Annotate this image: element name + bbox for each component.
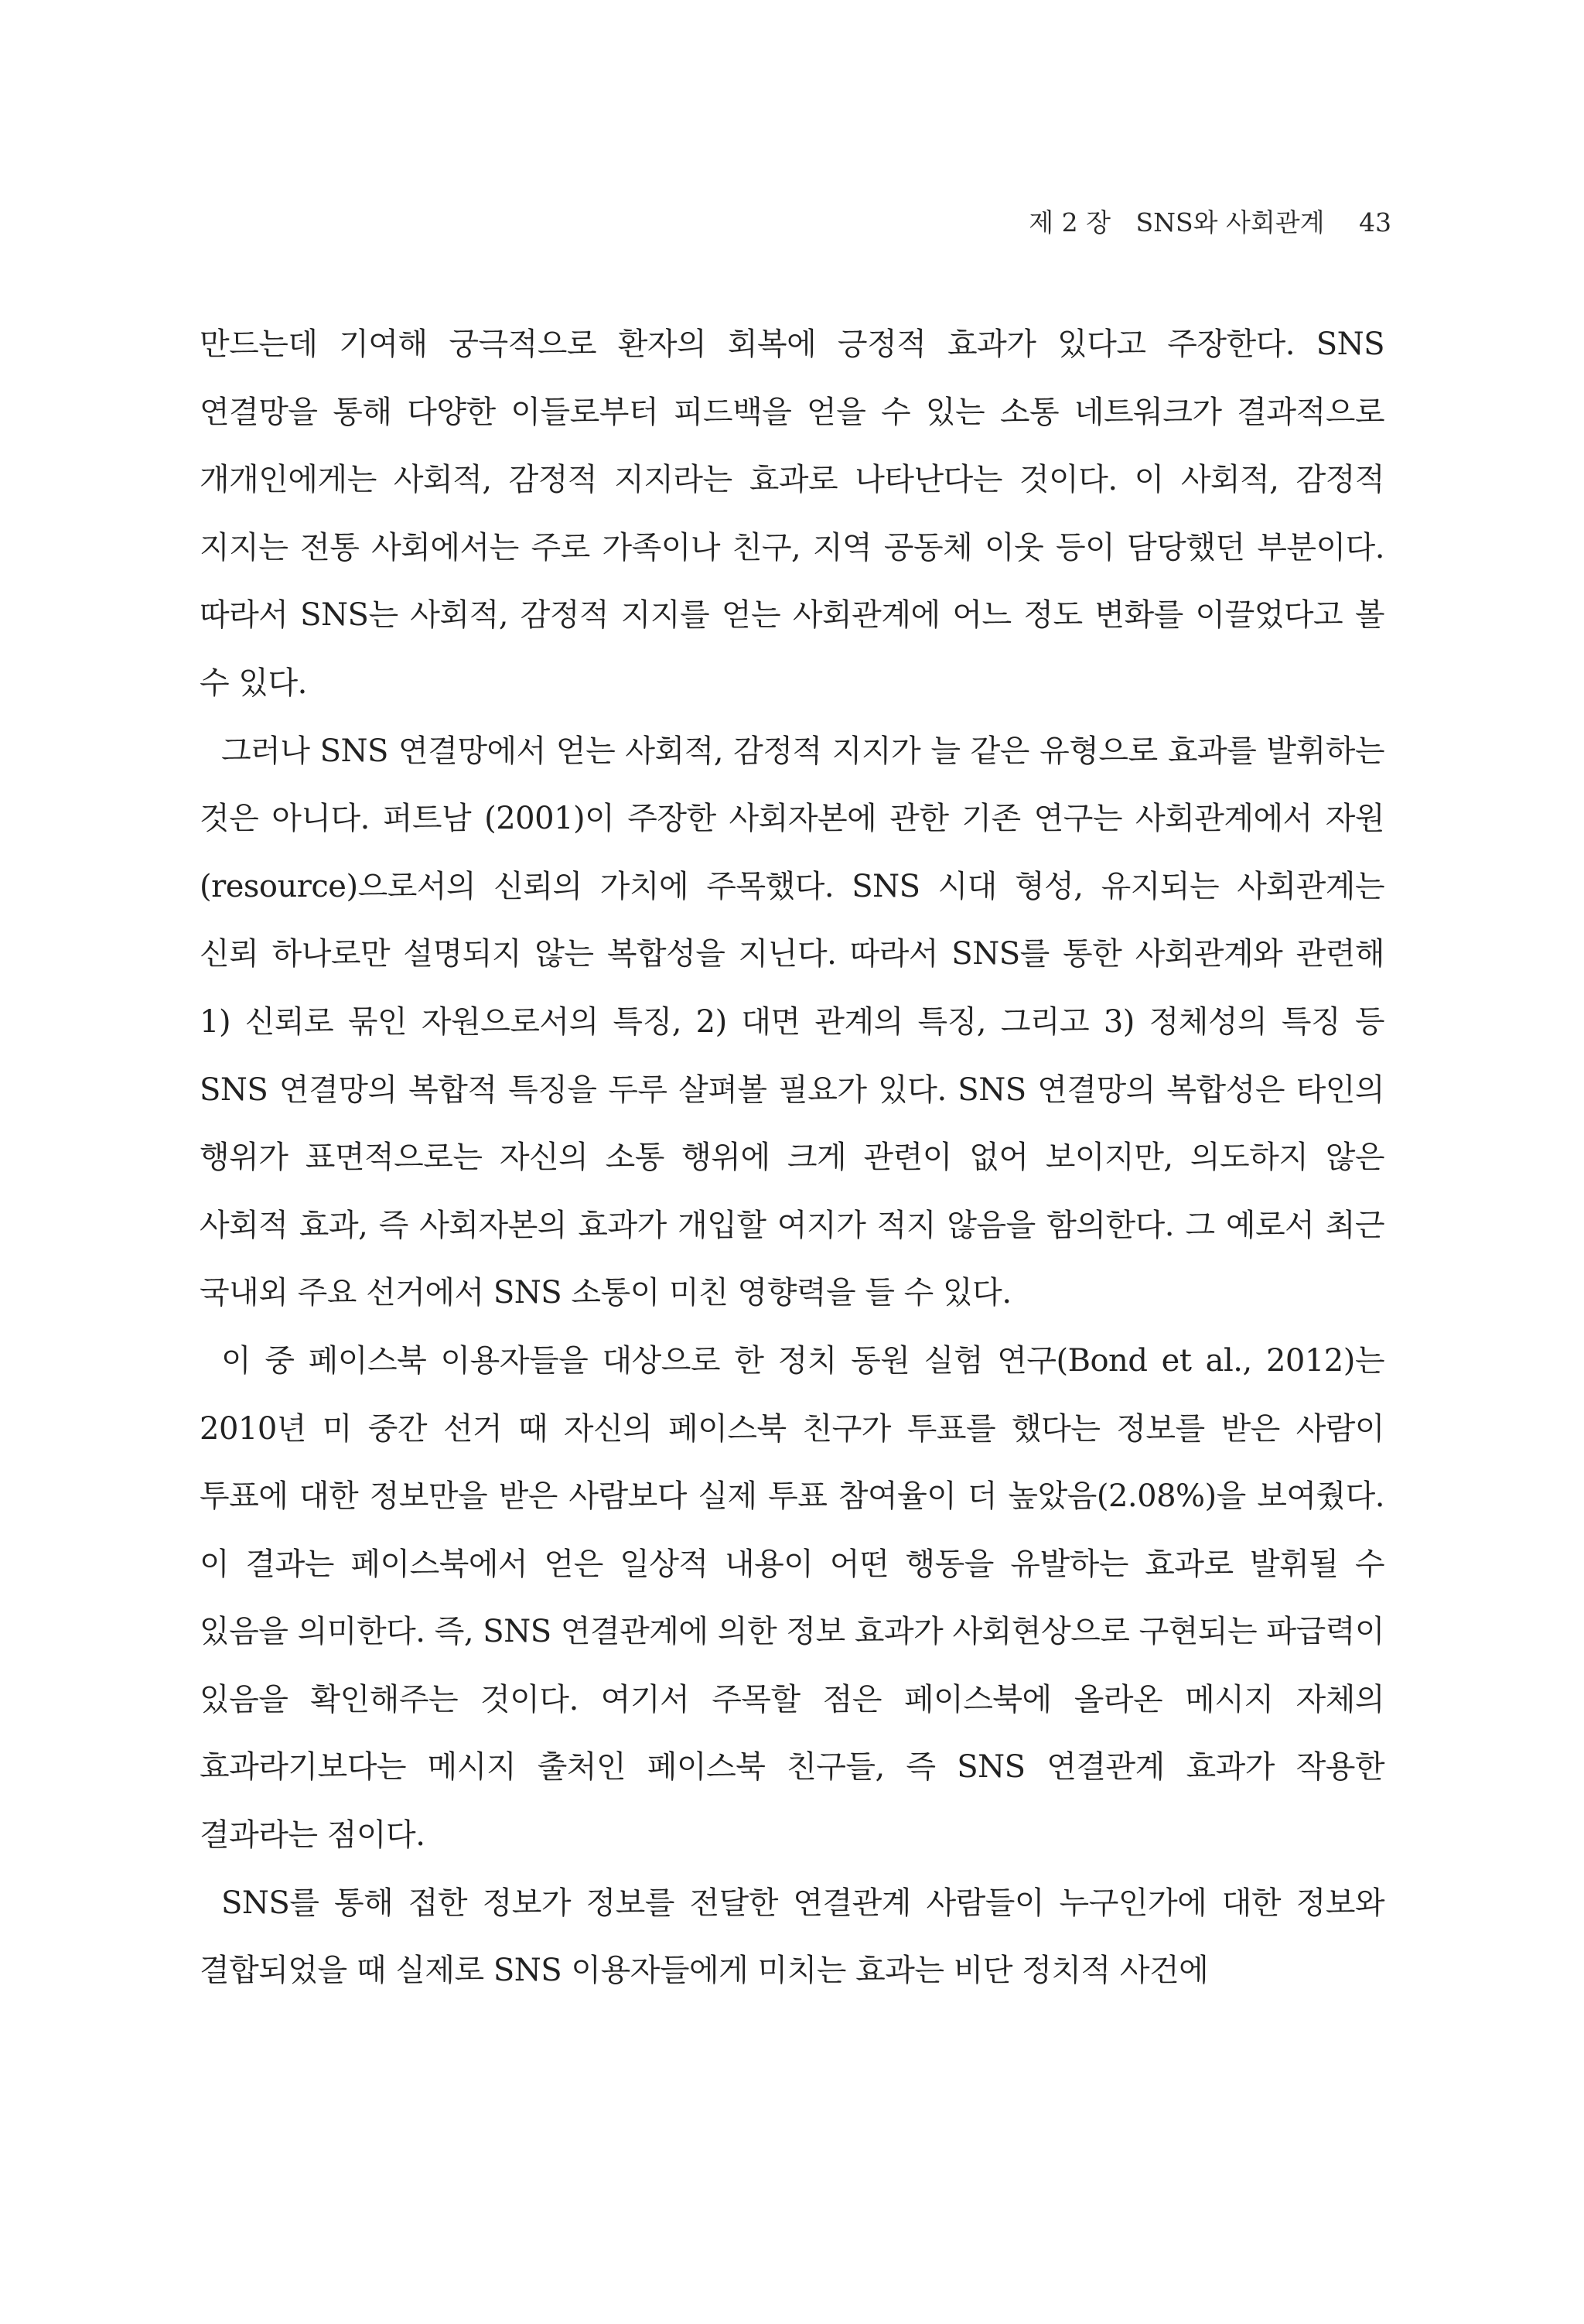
chapter-label: 제 2 장 <box>1029 207 1111 238</box>
chapter-title: SNS와 사회관계 <box>1135 207 1325 238</box>
paragraph-2: 그러나 SNS 연결망에서 얻는 사회적, 감정적 지지가 늘 같은 유형으로 효과를 발휘하는 것은 아니다. 퍼트남 (2001)이 주장한 사회자본에 관한 기존 연구는 사회관계에서 자원(resource)으로서의 신뢰의 가치에 주목했다. SNS 시대 형성, 유지되는 사회관계는 신뢰 하나로만 설명되지 않는 복합성을 지닌다. 따라서 SNS를 통한 사회관계와 관련해 1) 신뢰로 묶인 자원으로서의 특징, 2) 대면 관계의 특징, 그리고 3) 정체성의 특징 등 SNS 연결망의 복합적 특징을 두루 살펴볼 필요가 있다. SNS 연결망의 복합성은 타인의 행위가 표면적으로는 자신의 소통 행위에 크게 관련이 없어 보이지만, 의도하지 않은 사회적 효과, 즉 사회자본의 효과가 개입할 여지가 적지 않음을 함의한다. 그 예로서 최근 국내외 주요 선거에서 SNS 소통이 미친 영향력을 들 수 있다. <box>200 733 1384 1311</box>
paragraph-4: SNS를 통해 접한 정보가 정보를 전달한 연결관계 사람들이 누구인가에 대한 정보와 결합되었을 때 실제로 SNS 이용자들에게 미치는 효과는 비단 정치적 사건에 <box>200 1885 1384 1989</box>
running-header <box>1029 203 1391 239</box>
body-text <box>200 311 1384 2005</box>
page-number: 43 <box>1359 207 1391 238</box>
paragraph-3: 이 중 페이스북 이용자들을 대상으로 한 정치 동원 실험 연구(Bond et al., 2012)는 2010년 미 중간 선거 때 자신의 페이스북 친구가 투표를 했다는 정보를 받은 사람이 투표에 대한 정보만을 받은 사람보다 실제 투표 참여율이 더 높았음(2.08%)을 보여줬다. 이 결과는 페이스북에서 얻은 일상적 내용이 어떤 행동을 유발하는 효과로 발휘될 수 있음을 의미한다. 즉, SNS 연결관계에 의한 정보 효과가 사회현상으로 구현되는 파급력이 있음을 확인해주는 것이다. 여기서 주목할 점은 페이스북에 올라온 메시지 자체의 효과라기보다는 메시지 출처인 페이스북 친구들, 즉 SNS 연결관계 효과가 작용한 결과라는 점이다. <box>200 1342 1384 1854</box>
paragraph-1: 만드는데 기여해 궁극적으로 환자의 회복에 긍정적 효과가 있다고 주장한다. SNS 연결망을 통해 다양한 이들로부터 피드백을 얻을 수 있는 소통 네트워크가 결과적으로 개개인에게는 사회적, 감정적 지지라는 효과로 나타난다는 것이다. 이 사회적, 감정적 지지는 전통 사회에서는 주로 가족이나 친구, 지역 공동체 이웃 등이 담당했던 부분이다. 따라서 SNS는 사회적, 감정적 지지를 얻는 사회관계에 어느 정도 변화를 이끌었다고 볼 수 있다. <box>200 326 1384 701</box>
